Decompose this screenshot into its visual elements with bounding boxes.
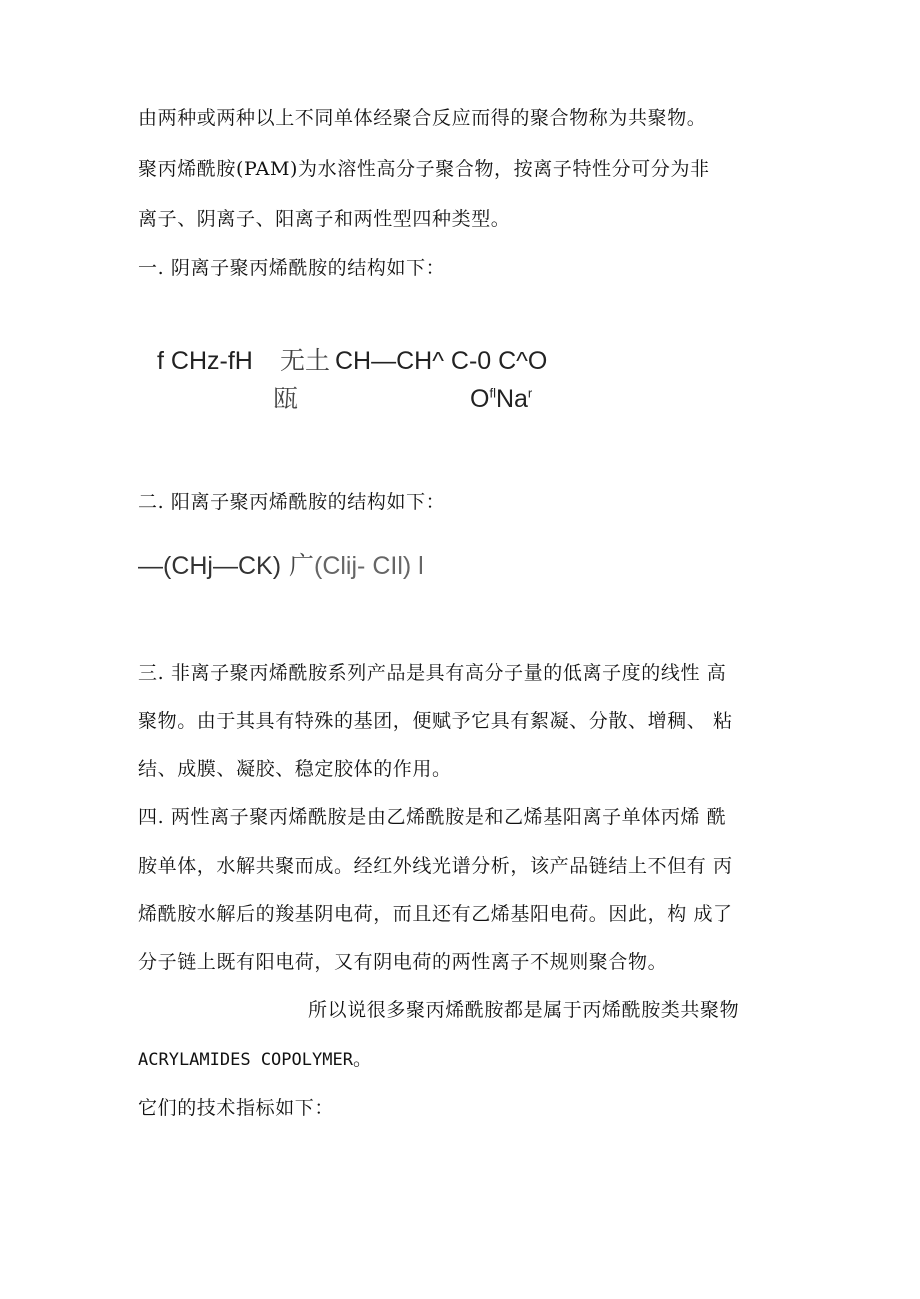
formula-1-part-e <box>470 384 532 414</box>
formula-1-oxygen: O <box>470 385 490 413</box>
formula-1-part-a: f CHz-fH <box>157 347 253 375</box>
formula-2-part-a: —(CHj—CK) <box>138 552 282 580</box>
section-1-heading: 一. 阴离子聚丙烯酰胺的结构如下： <box>138 257 446 279</box>
intro-line-3: 离子、阴离子、阳离子和两性型四种类型。 <box>138 208 511 230</box>
formula-2-part-c: (Clij- CIl) l <box>314 552 424 580</box>
acrylamides-copolymer-term: ACRYLAMIDES COPOLYMER <box>138 1050 353 1070</box>
formula-1-part-d: 瓯 <box>273 384 299 413</box>
section-4-line-2: 胺单体，水解共聚而成。经红外线光谱分析，该产品链结上不但有 丙 <box>138 855 733 877</box>
section-2-heading: 二. 阳离子聚丙烯酰胺的结构如下： <box>138 491 446 513</box>
formula-1-sodium: Na <box>495 385 528 413</box>
section-4-line-4: 分子链上既有阳电荷，又有阴电荷的两性离子不规则聚合物。 <box>138 951 668 973</box>
formula-1-part-c: CH—CH^ C-0 C^O <box>335 347 548 375</box>
section-4-line-3: 烯酰胺水解后的羧基阴电荷，而且还有乙烯基阳电荷。因此，构 成了 <box>138 903 733 925</box>
section-3-line-2: 聚物。由于其具有特殊的基团，便赋予它具有絮凝、分散、增稠、 粘 <box>138 710 733 732</box>
intro-line-1: 由两种或两种以上不同单体经聚合反应而得的聚合物称为共聚物。 <box>138 107 707 129</box>
section-3-line-1: 三. 非离子聚丙烯酰胺系列产品是具有高分子量的低离子度的线性 高 <box>138 662 727 684</box>
conclusion-line-3: 它们的技术指标如下： <box>138 1097 335 1119</box>
formula-1-superscript-2: r <box>527 385 533 401</box>
conclusion-line-1: 所以说很多聚丙烯酰胺都是属于丙烯酰胺类共聚物 <box>308 999 740 1021</box>
formula-1-part-b: 无土 <box>280 346 331 375</box>
conclusion-line-2 <box>138 1047 373 1072</box>
formula-2-part-b: 广 <box>289 551 315 580</box>
section-4-line-1: 四. 两性离子聚丙烯酰胺是由乙烯酰胺是和乙烯基阳离子单体丙烯 酰 <box>138 806 727 828</box>
section-3-line-3: 结、成膜、凝胶、稳定胶体的作用。 <box>138 758 452 780</box>
period-mark: 。 <box>352 1048 373 1070</box>
intro-line-2: 聚丙烯酰胺(PAM)为水溶性高分子聚合物，按离子特性分可分为非 <box>138 158 710 180</box>
formula-1-superscript-1: fl <box>489 385 496 401</box>
